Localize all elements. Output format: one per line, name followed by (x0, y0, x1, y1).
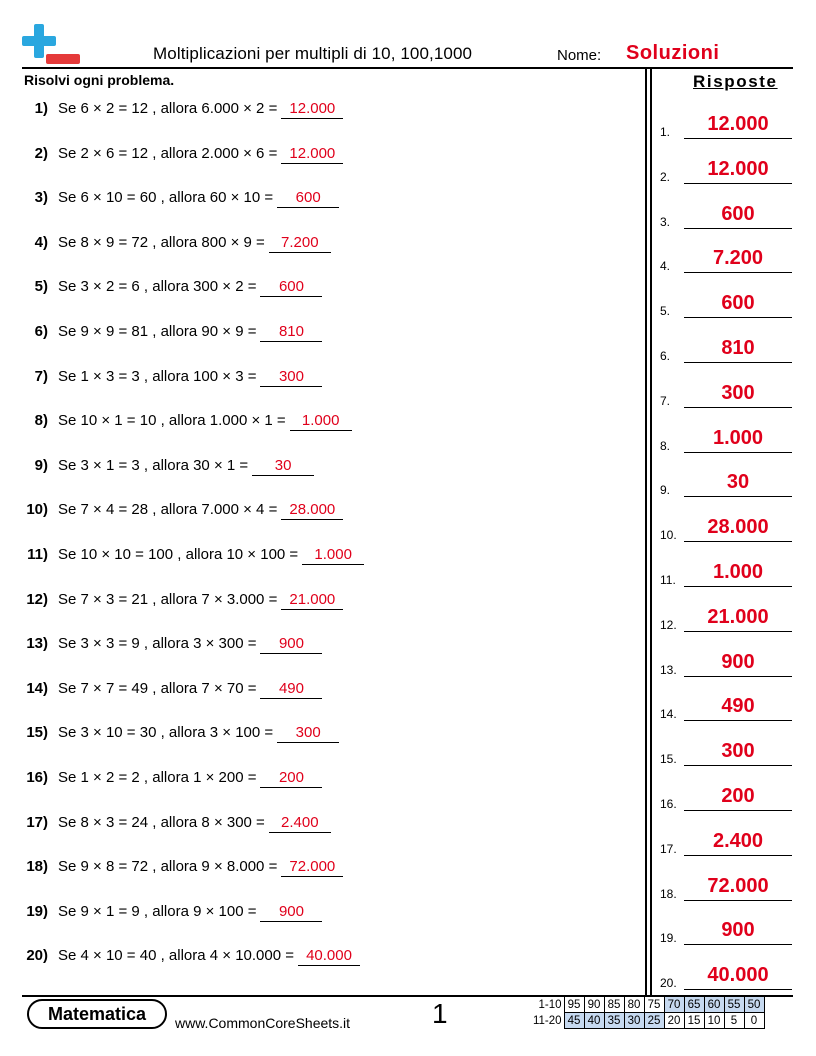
answer-index: 15. (660, 752, 677, 767)
problem-answer-blank: 2.400 (269, 814, 331, 833)
answer-value: 12.000 (707, 157, 769, 180)
problem-number: 17) (26, 813, 48, 831)
score-cell: 75 (644, 997, 664, 1013)
problem-row (0, 546, 640, 570)
score-cell: 95 (564, 997, 584, 1013)
problem-number: 18) (26, 858, 48, 876)
instructions: Risolvi ogni problema. (24, 72, 175, 88)
problem-text (58, 278, 322, 297)
answer-row (660, 319, 792, 363)
problem-question: Se 1 × 2 = 2 , allora 1 × 200 = (58, 769, 257, 786)
score-cell: 65 (684, 997, 704, 1013)
problem-text (58, 903, 322, 922)
score-cell: 90 (584, 997, 604, 1013)
column-divider-left (645, 67, 647, 996)
answer-index: 18. (660, 886, 677, 901)
problem-answer-blank: 21.000 (281, 591, 343, 610)
answer-value: 2.400 (712, 829, 764, 852)
score-cell: 30 (624, 1013, 644, 1029)
answer-index: 16. (660, 797, 677, 811)
problem-answer-blank: 600 (260, 278, 322, 297)
answer-index: 12. (660, 617, 677, 632)
problem-number: 5) (34, 278, 48, 296)
problem-number: 7) (34, 367, 48, 385)
answer-value: 300 (721, 740, 755, 763)
answer-index: 7. (660, 393, 671, 408)
problem-text (58, 234, 331, 253)
problem-text (58, 546, 364, 565)
problem-number: 4) (34, 233, 48, 251)
problem-row (0, 323, 640, 347)
problem-row (0, 591, 640, 615)
answer-value: 490 (721, 695, 755, 718)
problem-question: Se 3 × 2 = 6 , allora 300 × 2 = (58, 278, 257, 296)
score-cell: 70 (664, 997, 684, 1013)
answer-index: 13. (660, 662, 677, 677)
problem-row (0, 368, 640, 392)
answer-row (660, 677, 792, 721)
answer-underline (684, 989, 792, 990)
site-url: www.CommonCoreSheets.it (175, 1015, 351, 1031)
problem-number: 11) (27, 546, 48, 563)
answer-row (660, 453, 792, 497)
answer-value: 1.000 (712, 426, 764, 449)
problem-row (0, 814, 640, 838)
problem-question: Se 8 × 9 = 72 , allora 800 × 9 = (58, 233, 265, 251)
problem-number: 19) (26, 902, 48, 920)
score-cell: 80 (624, 997, 644, 1013)
problem-text (58, 680, 322, 699)
answers-title: Risposte (693, 72, 778, 91)
problem-text (58, 858, 343, 877)
problem-text (58, 814, 331, 833)
column-divider-right (650, 67, 652, 996)
problem-row (0, 947, 640, 971)
score-table (530, 996, 765, 1029)
answer-index: 19. (660, 931, 677, 946)
answer-value: 12.000 (707, 113, 769, 135)
problem-row (0, 501, 640, 525)
problem-question: Se 6 × 10 = 60 , allora 60 × 10 = (58, 189, 274, 207)
page-number: 1 (432, 998, 448, 1029)
problem-number: 20) (26, 947, 48, 965)
brand-badge (27, 999, 167, 1029)
problem-text (58, 501, 343, 520)
score-cell: 40 (584, 1013, 604, 1029)
answer-index: 10. (660, 528, 677, 543)
answer-value: 28.000 (707, 516, 769, 539)
problem-answer-blank: 300 (260, 368, 322, 387)
worksheet-title: Moltiplicazioni per multipli di 10, 100,1000 (153, 44, 473, 63)
answer-value: 900 (721, 650, 755, 673)
answer-value: 300 (721, 381, 755, 404)
score-cell: 0 (744, 1013, 764, 1029)
name-value: Soluzioni (626, 42, 720, 64)
answer-value: 40.000 (707, 964, 769, 987)
plus-minus-logo-icon (22, 22, 80, 68)
problem-text (58, 100, 343, 119)
problem-text (58, 724, 339, 743)
problem-number: 6) (34, 323, 48, 340)
problem-number: 3) (34, 189, 48, 207)
problem-answer-blank: 900 (260, 903, 322, 922)
score-row-label: 1-10 (538, 998, 562, 1011)
problem-number: 15) (26, 724, 48, 742)
problem-row (0, 680, 640, 704)
score-cell: 55 (724, 997, 744, 1013)
answer-value: 810 (721, 337, 755, 359)
problem-text (58, 323, 322, 342)
problem-answer-blank: 900 (260, 635, 322, 654)
problem-answer-blank: 12.000 (281, 100, 343, 119)
header-divider (22, 67, 793, 69)
answer-index: 1. (660, 125, 671, 139)
answer-value: 72.000 (707, 874, 769, 897)
answer-value: 900 (721, 919, 755, 942)
problem-question: Se 3 × 10 = 30 , allora 3 × 100 = (58, 724, 274, 742)
answer-value: 7.200 (712, 247, 764, 270)
score-cell: 45 (564, 1013, 584, 1029)
answer-index: 14. (660, 707, 677, 722)
answer-row (660, 364, 792, 408)
problem-answer-blank: 810 (260, 323, 322, 342)
problem-text (58, 189, 339, 208)
problem-text (58, 457, 314, 476)
problem-question: Se 10 × 10 = 100 , allora 10 × 100 = (58, 546, 299, 563)
problem-question: Se 10 × 1 = 10 , allora 1.000 × 1 = (58, 412, 286, 430)
answer-row (660, 543, 792, 587)
problem-number: 13) (26, 635, 48, 653)
problem-answer-blank: 600 (277, 189, 339, 208)
score-cell: 35 (604, 1013, 624, 1029)
answer-index: 2. (660, 169, 671, 184)
problem-text (58, 947, 360, 966)
problem-row (0, 724, 640, 748)
score-cell: 60 (704, 997, 724, 1013)
answer-value: 21.000 (707, 605, 769, 628)
score-cell: 5 (724, 1013, 744, 1029)
problem-row (0, 635, 640, 659)
answer-index: 5. (660, 304, 671, 319)
problem-answer-blank: 200 (260, 769, 322, 788)
answer-row (660, 274, 792, 318)
problem-answer-blank: 30 (252, 457, 314, 476)
score-row (530, 1013, 764, 1029)
answer-row (660, 946, 792, 990)
problem-text (58, 769, 322, 788)
answer-row (660, 140, 792, 184)
problem-question: Se 7 × 7 = 49 , allora 7 × 70 = (58, 679, 257, 697)
problem-question: Se 2 × 6 = 12 , allora 2.000 × 6 = (58, 144, 278, 162)
answer-row (660, 185, 792, 229)
answer-row (660, 633, 792, 677)
answer-index: 6. (660, 349, 671, 363)
problem-question: Se 4 × 10 = 40 , allora 4 × 10.000 = (58, 947, 295, 965)
answer-index: 9. (660, 483, 671, 498)
answer-row (660, 767, 792, 811)
problem-number: 9) (34, 456, 48, 474)
problem-question: Se 3 × 3 = 9 , allora 3 × 300 = (58, 635, 257, 653)
problem-question: Se 9 × 1 = 9 , allora 9 × 100 = (58, 902, 257, 920)
answer-row (660, 409, 792, 453)
answer-value: 30 (726, 471, 750, 494)
brand-label: Matematica (47, 1003, 147, 1024)
problem-question: Se 3 × 1 = 3 , allora 30 × 1 = (58, 456, 249, 474)
problem-answer-blank: 300 (277, 724, 339, 743)
problem-number: 14) (26, 679, 48, 697)
answer-row (660, 588, 792, 632)
problem-answer-blank: 490 (260, 680, 322, 699)
problem-text (58, 368, 322, 387)
score-cell: 50 (744, 997, 764, 1013)
problem-row (0, 457, 640, 481)
problem-row (0, 769, 640, 793)
problem-number: 10) (26, 501, 48, 519)
score-cell: 25 (644, 1013, 664, 1029)
answer-value: 200 (721, 785, 755, 807)
problem-answer-blank: 7.200 (269, 234, 331, 253)
answer-row (660, 229, 792, 273)
problem-text (58, 591, 343, 610)
problem-number: 1) (34, 100, 48, 117)
score-cell: 20 (664, 1013, 684, 1029)
answer-index: 17. (660, 841, 677, 856)
answer-index: 11. (660, 573, 676, 587)
problem-answer-blank: 40.000 (298, 947, 360, 966)
problem-answer-blank: 1.000 (302, 546, 364, 565)
problem-question: Se 1 × 3 = 3 , allora 100 × 3 = (58, 367, 257, 385)
answer-value: 600 (721, 202, 755, 225)
problem-answer-blank: 12.000 (281, 145, 343, 164)
answer-index: 8. (660, 438, 671, 453)
problem-question: Se 9 × 8 = 72 , allora 9 × 8.000 = (58, 858, 278, 876)
answer-index: 20. (660, 976, 677, 991)
answer-index: 3. (660, 214, 671, 229)
answer-value: 600 (721, 292, 755, 315)
problem-row (0, 278, 640, 302)
answer-row (660, 812, 792, 856)
problem-row (0, 145, 640, 169)
problem-number: 12) (26, 590, 48, 608)
problem-row (0, 234, 640, 258)
problem-answer-blank: 28.000 (281, 501, 343, 520)
problem-number: 8) (34, 412, 48, 430)
score-cell: 85 (604, 997, 624, 1013)
answer-value: 1.000 (712, 561, 764, 583)
score-row (530, 997, 764, 1013)
answer-index: 4. (660, 259, 671, 274)
problem-question: Se 7 × 4 = 28 , allora 7.000 × 4 = (58, 501, 278, 519)
problem-question: Se 7 × 3 = 21 , allora 7 × 3.000 = (58, 590, 278, 608)
problem-text (58, 635, 322, 654)
score-row-label: 11-20 (532, 1014, 562, 1027)
problem-row (0, 100, 640, 124)
problem-question: Se 9 × 9 = 81 , allora 90 × 9 = (58, 323, 257, 340)
problem-question: Se 8 × 3 = 24 , allora 8 × 300 = (58, 813, 265, 831)
answer-row (660, 722, 792, 766)
problem-text (58, 145, 343, 164)
score-cell: 15 (684, 1013, 704, 1029)
answer-row (660, 901, 792, 945)
problem-number: 2) (34, 144, 48, 162)
problem-row (0, 189, 640, 213)
problem-number: 16) (26, 769, 48, 786)
problem-row (0, 412, 640, 436)
problem-row (0, 903, 640, 927)
problem-question: Se 6 × 2 = 12 , allora 6.000 × 2 = (58, 100, 278, 117)
problem-text (58, 412, 352, 431)
problem-row (0, 858, 640, 882)
name-label: Nome: (557, 47, 602, 64)
answer-row (660, 95, 792, 139)
answer-row (660, 857, 792, 901)
answer-row (660, 498, 792, 542)
score-cell: 10 (704, 1013, 724, 1029)
problem-answer-blank: 72.000 (281, 858, 343, 877)
problem-answer-blank: 1.000 (290, 412, 352, 431)
